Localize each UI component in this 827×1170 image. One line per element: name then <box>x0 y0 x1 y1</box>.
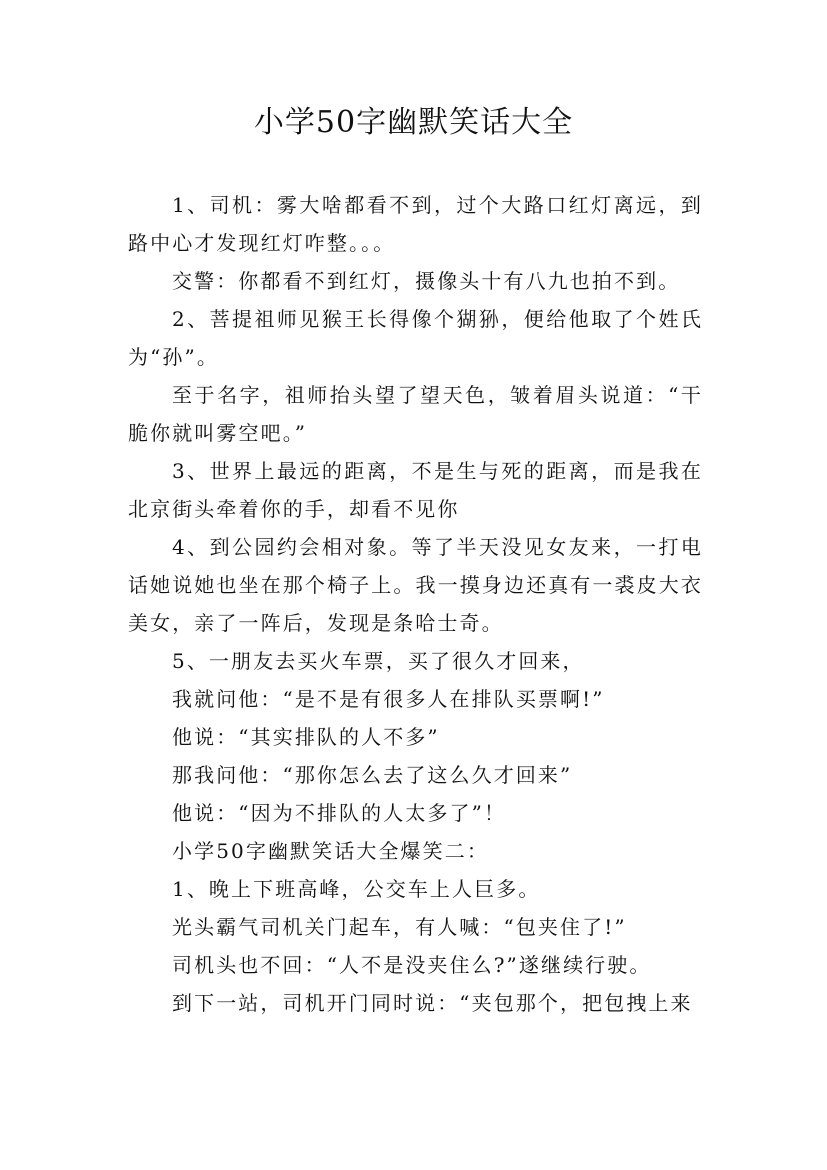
paragraph: 我就问他：“是不是有很多人在排队买票啊!” <box>172 687 605 711</box>
paragraph: 光头霸气司机关门起车，有人喊：“包夹住了!” <box>172 915 627 939</box>
paragraph: 5、一朋友去买火车票，买了很久才回来， <box>172 649 585 673</box>
paragraph: 他说：“其实排队的人不多” <box>172 725 440 749</box>
paragraph: 他说：“因为不排队的人太多了”！ <box>172 801 507 825</box>
paragraph: 4、到公园约会相对象。等了半天没见女友来，一打电话她说她也坐在那个椅子上。我一摸身边还真有一裘皮大衣美女，亲了一阵后，发现是条哈士奇。 <box>128 535 703 635</box>
paragraph: 司机头也不回：“人不是没夹住么?”遂继续行驶。 <box>172 953 652 977</box>
paragraph: 2、菩提祖师见猴王长得像个猢狲，便给他取了个姓氏为“孙”。 <box>128 307 703 369</box>
paragraph: 到下一站，司机开门同时说：“夹包那个，把包拽上来 <box>172 991 693 1015</box>
paragraph: 1、司机：雾大啥都看不到，过个大路口红灯离远，到路中心才发现红灯咋整。。。 <box>128 193 703 255</box>
document-title: 小学50字幽默笑话大全 <box>253 105 574 140</box>
paragraph: 交警：你都看不到红灯，摄像头十有八九也拍不到。 <box>172 269 681 293</box>
paragraph: 1、晚上下班高峰，公交车上人巨多。 <box>172 877 541 901</box>
paragraph: 3、世界上最远的距离，不是生与死的距离，而是我在北京街头牵着你的手，却看不见你 <box>128 459 703 521</box>
paragraph: 至于名字，祖师抬头望了望天色，皱着眉头说道：“干脆你就叫雾空吧。” <box>128 383 703 445</box>
section-heading: 小学50字幽默笑话大全爆笑二： <box>172 839 489 863</box>
paragraph: 那我问他：“那你怎么去了这么久才回来” <box>172 763 573 787</box>
document-body <box>128 186 703 1022</box>
